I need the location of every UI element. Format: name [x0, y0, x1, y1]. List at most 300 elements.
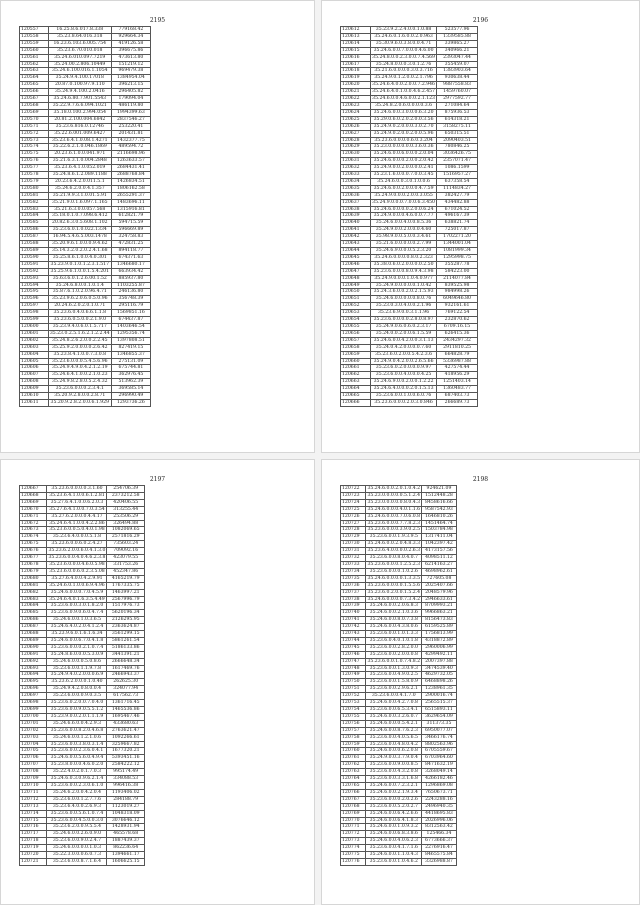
- amount-cell: 311373.35: [422, 720, 457, 727]
- coordinate-cell: 35.21.6.0.0.0.0.0.2.7.99: [371, 241, 437, 248]
- table-row: [341, 254, 478, 261]
- table-row: [20, 561, 145, 568]
- id-cell: 120758: [341, 734, 366, 741]
- id-cell: 120708: [20, 769, 47, 776]
- coordinate-cell: 35.24.6.100.016.1.1054: [48, 68, 111, 75]
- id-cell: 120731: [341, 548, 366, 555]
- table-row: [341, 234, 478, 241]
- amount-cell: 4098511.12: [422, 555, 457, 562]
- id-cell: 120760: [341, 748, 366, 755]
- amount-cell: 2466943.37: [107, 672, 144, 679]
- table-row: [341, 82, 478, 89]
- id-cell: 120653: [341, 310, 371, 317]
- id-cell: 120738: [341, 596, 366, 603]
- coordinate-cell: 35.23.6.0.0.2.8.2.0.0: [366, 644, 422, 651]
- table-row: [20, 720, 145, 727]
- coordinate-cell: 35.23.6.0.0.1.0.7.4.8.2: [367, 658, 421, 664]
- amount-cell: 3036426.75: [436, 151, 477, 158]
- amount-cell: 596669.89: [111, 227, 150, 234]
- id-cell: 120641: [341, 227, 371, 234]
- table-row: [20, 748, 145, 755]
- amount-cell: 496167.39: [436, 213, 477, 220]
- coordinate-cell: 35.23.6.0.0.4.8.0.4.2: [366, 741, 422, 748]
- coordinate-cell: 35.24.6.9.0.0.0.5.2.3.20: [371, 248, 437, 255]
- coordinate-cell: 35.23.6.0.0.4.5.0.0.3.0: [47, 817, 107, 824]
- table-row: [341, 123, 478, 130]
- table-row: [20, 852, 145, 859]
- id-cell: 120631: [341, 158, 371, 165]
- coordinate-cell: 35.23.6.0.0.0.0.6.0.3.204: [371, 137, 437, 144]
- coordinate-cell: 35.23.0.0.0.0.0.8.0.4.3: [367, 499, 421, 505]
- id-cell: 120577: [20, 165, 49, 172]
- coordinate-cell: 35.23.6.0.0.9.0.0.8.5: [366, 762, 422, 769]
- table-row: [341, 351, 478, 358]
- table-row: [341, 548, 457, 555]
- amount-cell: 472831.25: [111, 241, 150, 248]
- id-cell: 120629: [341, 144, 371, 151]
- coordinate-cell: 35.23.6.0.0.0.3.9.0.2.5: [367, 527, 421, 533]
- amount-cell: 1646810.26: [422, 513, 457, 520]
- id-cell: 120565: [20, 82, 49, 89]
- id-cell: 120647: [341, 268, 371, 275]
- amount-cell: 2900016.74: [422, 693, 457, 700]
- amount-cell: 4418695.83: [422, 810, 457, 817]
- amount-cell: 2276916.47: [422, 845, 457, 852]
- table-row: [20, 199, 151, 206]
- amount-cell: 246136.80: [111, 289, 150, 296]
- id-cell: 120679: [20, 568, 47, 575]
- id-cell: 120766: [341, 789, 366, 796]
- table-row: [20, 527, 145, 534]
- id-cell: 120619: [341, 75, 371, 82]
- amount-cell: 1426834.51: [111, 178, 150, 185]
- id-cell: 120624: [341, 109, 371, 116]
- coordinate-cell: 35.23.6.0.2.0.0.5.4.2.3.6: [371, 351, 437, 358]
- coordinate-cell: 35.23.6.0.0.0.4.6.0.5.98: [47, 561, 107, 568]
- amount-cell: 362976.45: [111, 372, 150, 379]
- coordinate-cell: 35.24.6.2.0.0.4.1.357: [48, 185, 111, 192]
- table-row: [20, 824, 145, 831]
- coordinate-cell: 35.24.6.4.0.2.0.4.1.2.4: [47, 624, 107, 631]
- amount-cell: 664828.79: [436, 351, 477, 358]
- id-cell: 120637: [341, 199, 371, 206]
- id-cell: 120635: [341, 185, 371, 192]
- amount-cell: 271084.64: [436, 102, 477, 109]
- table-row: [20, 610, 145, 617]
- table-row: [341, 838, 457, 845]
- id-cell: 120713: [20, 803, 47, 810]
- id-cell: 120623: [341, 102, 371, 109]
- coordinate-cell: 35.24.6.0.0.2.6.0.9.0: [47, 831, 107, 838]
- amount-cell: 9587542.93: [422, 506, 457, 513]
- amount-cell: 2567996.79: [107, 596, 144, 603]
- id-cell: 120732: [341, 555, 366, 562]
- table-row: [341, 693, 457, 700]
- table-row: [20, 109, 151, 116]
- coordinate-cell: 35.24.6.0.0.6.7.0.4.1.8: [47, 637, 107, 644]
- amount-cell: 4698962.61: [422, 568, 457, 575]
- table-row: [20, 534, 145, 541]
- coordinate-cell: 35.23.6.2.0.0.0.1.0.40: [47, 679, 107, 686]
- coordinate-cell: 35.21.9.0.1.6.097.1.165: [48, 199, 111, 206]
- amount-cell: 727605.08: [422, 575, 457, 582]
- coordinate-cell: 35.24.9.4.0.2.0.0.0.6.9: [47, 672, 107, 679]
- table-row: [341, 75, 478, 82]
- coordinate-cell: 35.24.6.6.0.0.4.2.9.3: [47, 720, 107, 727]
- coordinate-cell: 35.24.6.0.0.0.7.0.6.0.8: [367, 513, 421, 519]
- amount-cell: 779168.42: [111, 27, 150, 34]
- coordinate-cell: 35.24.6.0.0.0.0.2.0.0.6.24: [371, 206, 437, 213]
- table-row: [341, 296, 478, 303]
- coordinate-cell: 35.23.6.0.0.0.1.2.5.2.3: [367, 561, 421, 567]
- table-row: [20, 399, 151, 406]
- amount-cell: 434482.88: [436, 199, 477, 206]
- id-cell: 120604: [20, 351, 49, 358]
- coordinate-cell: 35.23.6.0.0.8.7.1.6.4: [47, 858, 107, 865]
- id-cell: 120598: [20, 310, 49, 317]
- id-cell: 120591: [20, 261, 49, 268]
- table-row: [20, 47, 151, 54]
- table-row: [20, 303, 151, 310]
- amount-cell: 355287.78: [436, 261, 477, 268]
- table-row: [20, 506, 145, 513]
- amount-cell: 1317411.04: [422, 534, 457, 541]
- id-cell: 120603: [20, 344, 49, 351]
- coordinate-cell: 35.23.6.0.0.0.8.0.9.4.3.98: [371, 268, 437, 275]
- amount-cell: 2114077.84: [436, 275, 477, 282]
- id-cell: 120744: [341, 637, 366, 644]
- amount-cell: 4266182.46: [422, 776, 457, 783]
- coordinate-cell: 35.23.6.0.0.2.9.6.2.1: [366, 686, 422, 693]
- table-row: [341, 61, 478, 68]
- amount-cell: 3466176.74: [422, 734, 457, 741]
- table-row: [20, 603, 145, 610]
- id-cell: 120721: [20, 858, 47, 865]
- table-row: [341, 89, 478, 96]
- table-row: [20, 520, 145, 527]
- amount-cell: 2977592.77: [436, 96, 477, 103]
- table-row: [341, 575, 457, 582]
- id-cell: 120764: [341, 776, 366, 783]
- table-row: [20, 102, 151, 109]
- table-row: [20, 707, 145, 714]
- amount-cell: 8802563.96: [422, 741, 457, 748]
- id-cell: 120741: [341, 617, 366, 624]
- coordinate-cell: 35.23.1.6.0.0.0.7.0.0.3.45: [371, 172, 437, 179]
- table-row: [20, 686, 145, 693]
- table-row: [20, 116, 151, 123]
- id-cell: 120754: [341, 707, 366, 714]
- coordinate-cell: 35.24.8.2.6.2.0.0.2.2.45: [48, 337, 111, 344]
- coordinate-cell: 20.87.0.100.97.9.110: [48, 82, 111, 89]
- id-cell: 120558: [20, 33, 49, 40]
- amount-cell: 513962.39: [111, 379, 150, 386]
- amount-cell: 1360483.77: [436, 386, 477, 393]
- amount-cell: 420406.55: [107, 499, 144, 506]
- amount-cell: 1042397.42: [422, 541, 457, 548]
- coordinate-cell: 35.24.6.4.0.1.6.3.5.4.49: [47, 596, 107, 603]
- table-row: [20, 358, 151, 365]
- table-row: [341, 665, 457, 672]
- id-cell: 120765: [341, 782, 366, 789]
- amount-cell: 6214163.27: [422, 561, 457, 568]
- coordinate-cell: 35.24.6.0.0.0.0.0.8.0.76: [371, 296, 437, 303]
- coordinate-cell: 35.24.6.0.0.6.8.3.8.6: [366, 831, 422, 838]
- id-cell: 120627: [341, 130, 371, 137]
- amount-cell: 5861261.54: [107, 637, 144, 644]
- id-cell: 120606: [20, 365, 49, 372]
- id-cell: 120723: [341, 492, 366, 499]
- table-row: [20, 289, 151, 296]
- data-table: [340, 485, 457, 866]
- coordinate-cell: 35.25.9.6.1.0.0.1.5.4.201: [48, 268, 111, 275]
- amount-cell: 284188.79: [107, 796, 144, 803]
- coordinate-cell: 35.24.6.0.0.3.2.6.0.7: [366, 713, 422, 720]
- id-cell: 120717: [20, 831, 47, 838]
- table-row: [20, 372, 151, 379]
- table-row: [20, 713, 145, 720]
- table-row: [341, 206, 478, 213]
- table-row: [20, 68, 151, 75]
- amount-cell: 2763621.47: [107, 727, 144, 734]
- table-row: [341, 499, 457, 506]
- table-row: [341, 144, 478, 151]
- id-cell: 120724: [341, 499, 366, 506]
- table-row: [20, 789, 145, 796]
- table-row: [341, 344, 478, 351]
- amount-cell: 262625.30: [107, 679, 144, 686]
- id-cell: 120580: [20, 185, 49, 192]
- amount-cell: 2126295.95: [107, 617, 144, 624]
- id-cell: 120666: [341, 399, 371, 406]
- coordinate-cell: 35.24.6.0.0.3.0.0.0.6.3.20: [371, 109, 437, 116]
- table-row: [20, 644, 145, 651]
- coordinate-cell: 35.24.8.2.0.6.0.0.0.0.3.6: [371, 102, 437, 109]
- table-row: [341, 33, 478, 40]
- id-cell: 120718: [20, 838, 47, 845]
- table-row: [20, 82, 151, 89]
- id-cell: 120690: [20, 644, 47, 651]
- amount-cell: 1606625.15: [107, 858, 144, 865]
- amount-cell: 1451464.74: [422, 520, 457, 527]
- amount-cell: 8471632.19: [422, 762, 457, 769]
- page-title: 2197: [149, 476, 166, 483]
- amount-cell: 1459760.07: [436, 89, 477, 96]
- coordinate-cell: 35.23.6.0.0.5.6.1.0.7.4: [47, 810, 107, 817]
- id-cell: 120774: [341, 845, 366, 852]
- coordinate-cell: 35.24.6.0.0.0.5.4.2.1: [366, 720, 422, 727]
- id-cell: 120714: [20, 810, 47, 817]
- table-row: [341, 762, 457, 769]
- id-cell: 120607: [20, 372, 49, 379]
- coordinate-cell: 35.23.0.0.0.0.0.0.3.6.0.36: [371, 144, 437, 151]
- id-cell: 120664: [341, 386, 371, 393]
- amount-cell: 709092.16: [107, 548, 144, 555]
- coordinate-cell: 35.25.9.2.0.0.0.0.2.6.42: [48, 344, 111, 351]
- table-row: [341, 589, 457, 596]
- table-row: [20, 817, 145, 824]
- table-row: [341, 151, 478, 158]
- amount-cell: 489594.72: [111, 144, 150, 151]
- amount-cell: 1293736.26: [111, 399, 150, 406]
- id-cell: 120600: [20, 323, 49, 330]
- coordinate-cell: 35.23.6.0.0.5.2.0.2.7: [366, 803, 422, 810]
- table-row: [20, 317, 151, 324]
- table-row: [20, 672, 145, 679]
- table-row: [341, 365, 478, 372]
- coordinate-cell: 35.23.6.0.0.1.2.7.7.6: [47, 796, 107, 803]
- id-cell: 120632: [341, 165, 371, 172]
- coordinate-cell: 35.23.6.0.0.1.0.1.3.3: [366, 631, 422, 638]
- amount-cell: 675744.81: [111, 365, 150, 372]
- id-cell: 120688: [20, 631, 47, 638]
- table-row: [20, 234, 151, 241]
- table-row: [20, 575, 145, 582]
- amount-cell: 296990.49: [111, 393, 150, 400]
- coordinate-cell: 35.24.6.0.0.0.0.1.0.3: [47, 845, 107, 852]
- table-row: [341, 852, 457, 859]
- id-cell: 120581: [20, 192, 49, 199]
- amount-cell: 1193406.02: [107, 789, 144, 796]
- coordinate-cell: 35.24.9.0.6.0.6.0.2.3.17: [371, 323, 437, 330]
- table-row: [341, 178, 478, 185]
- page-title: 2198: [472, 476, 489, 483]
- coordinate-cell: 35.24.6.4.1.0.0.4.2.2.86: [47, 520, 107, 527]
- table-row: [341, 603, 457, 610]
- coordinate-cell: 16.25.8.6.017.8.338: [48, 27, 111, 34]
- coordinate-cell: 35.27.6.4.1.0.0.7.0.3.54: [47, 506, 107, 513]
- table-row: [341, 323, 478, 330]
- id-cell: 120655: [341, 323, 371, 330]
- amount-cell: 2373212.58: [107, 492, 144, 499]
- id-cell: 120722: [341, 486, 366, 493]
- coordinate-cell: 35.24.9.0.2.0.0.2.0.0.5.96: [371, 130, 437, 137]
- coordinate-cell: 35.21.6.0.0.0.0.3.0.3.716: [371, 68, 437, 75]
- coordinate-cell: 35.27.6.4.1.0.0.6.2.0.3: [47, 499, 107, 506]
- id-cell: 120599: [20, 317, 49, 324]
- id-cell: 120670: [20, 506, 47, 513]
- table-row: [20, 679, 145, 686]
- amount-cell: 4299492.11: [422, 651, 457, 658]
- table-row: [341, 534, 457, 541]
- amount-cell: 2946633.61: [422, 596, 457, 603]
- table-row: [20, 227, 151, 234]
- table-row: [341, 769, 457, 776]
- amount-cell: 9966863.21: [422, 610, 457, 617]
- amount-cell: 9887558.83: [436, 82, 477, 89]
- coordinate-cell: 35.22.6.001.009.6427: [48, 130, 111, 137]
- id-cell: 120662: [341, 372, 371, 379]
- id-cell: 120727: [341, 520, 366, 527]
- coordinate-cell: 35.23.6.4.1.0.08.1.4271: [48, 137, 111, 144]
- id-cell: 120592: [20, 268, 49, 275]
- id-cell: 120719: [20, 845, 47, 852]
- id-cell: 120614: [341, 40, 371, 47]
- table-row: [341, 555, 457, 562]
- table-row: [341, 248, 478, 255]
- amount-cell: 201431.81: [111, 130, 150, 137]
- coordinate-cell: 35.98.9.0.0.5.0.0.3.4.61: [371, 234, 437, 241]
- table-row: [20, 555, 145, 562]
- amount-cell: 1617469.76: [107, 665, 144, 672]
- table-row: [20, 54, 151, 61]
- table-row: [20, 596, 145, 603]
- id-cell: 120696: [20, 686, 47, 693]
- id-cell: 120587: [20, 234, 49, 241]
- id-cell: 120693: [20, 665, 47, 672]
- amount-cell: 1503784.98: [422, 527, 457, 534]
- amount-cell: 1123019.27: [107, 803, 144, 810]
- table-row: [20, 665, 145, 672]
- coordinate-cell: 35.23.9.0.0.2.0.1.1.1.9: [47, 713, 107, 720]
- amount-cell: 295116.79: [111, 303, 150, 310]
- coordinate-cell: 35.23.6.0.0.9.0.5.5.1.2: [47, 707, 107, 714]
- table-row: [20, 192, 151, 199]
- table-row: [341, 651, 457, 658]
- amount-cell: 969479.38: [111, 68, 150, 75]
- amount-cell: 2571816.29: [107, 534, 144, 541]
- id-cell: 120572: [20, 130, 49, 137]
- amount-cell: 473613.80: [111, 54, 150, 61]
- table-row: [341, 700, 457, 707]
- amount-cell: 3474539.40: [422, 665, 457, 672]
- table-row: [20, 137, 151, 144]
- id-cell: 120660: [341, 358, 371, 365]
- coordinate-cell: 35.24.6.0.0.2.0.1.0.4.2: [367, 486, 421, 491]
- id-cell: 120697: [20, 693, 47, 700]
- id-cell: 120683: [20, 596, 47, 603]
- coordinate-cell: 35.24.6.0.0.2.0.6.8.3: [366, 603, 422, 610]
- id-cell: 120622: [341, 96, 371, 103]
- id-cell: 120730: [341, 541, 366, 548]
- amount-cell: 930638.44: [436, 75, 477, 82]
- table-row: [341, 227, 478, 234]
- table-row: [341, 734, 457, 741]
- amount-cell: 839525.98: [436, 282, 477, 289]
- coordinate-cell: 35.23.6.0.0.3.3.1.6.8: [366, 776, 422, 783]
- coordinate-cell: 35.23.6.0.0.0.0.2.8.0.8.97: [371, 317, 437, 324]
- coordinate-cell: 16.94.5.4.6.5.003.1478: [48, 234, 111, 241]
- amount-cell: 1092266.61: [107, 734, 144, 741]
- coordinate-cell: 35.22.3.0.0.0.6.0.7.3: [47, 852, 107, 859]
- amount-cell: 6773666.37: [422, 838, 457, 845]
- table-row: [20, 803, 145, 810]
- coordinate-cell: 35.24.6.0.0.0.5.0.8.6: [47, 658, 107, 665]
- id-cell: 120633: [341, 172, 371, 179]
- id-cell: 120742: [341, 624, 366, 631]
- amount-cell: 1082069.65: [107, 527, 144, 534]
- id-cell: 120593: [20, 275, 49, 282]
- amount-cell: 334088.53: [107, 776, 144, 783]
- table-row: [341, 513, 457, 520]
- table-row: [341, 506, 457, 513]
- amount-cell: 3326988.87: [422, 858, 457, 865]
- table-row: [341, 858, 457, 865]
- coordinate-cell: 35.23.6.0.0.4.0.5.6.5: [366, 734, 422, 741]
- id-cell: 120736: [341, 582, 366, 589]
- amount-cell: 2684431.41: [111, 165, 150, 172]
- coordinate-cell: 35.23.6.0.2.0.0.0.0.9.97: [371, 365, 437, 372]
- id-cell: 120776: [341, 858, 366, 865]
- coordinate-cell: 35.24.00.2.806.10449: [48, 61, 111, 68]
- amount-cell: 612821.79: [111, 213, 150, 220]
- coordinate-cell: 35.24.6.0.0.0.7.0.4.5.9: [47, 589, 107, 596]
- amount-cell: 687403.73: [436, 393, 477, 400]
- coordinate-cell: 35.24.6.0.0.0.0.7.3.4.2: [367, 596, 421, 602]
- coordinate-cell: 35.24.6.0.0.1.0.9.3.2: [366, 824, 422, 831]
- table-row: [20, 499, 145, 506]
- id-cell: 120685: [20, 610, 47, 617]
